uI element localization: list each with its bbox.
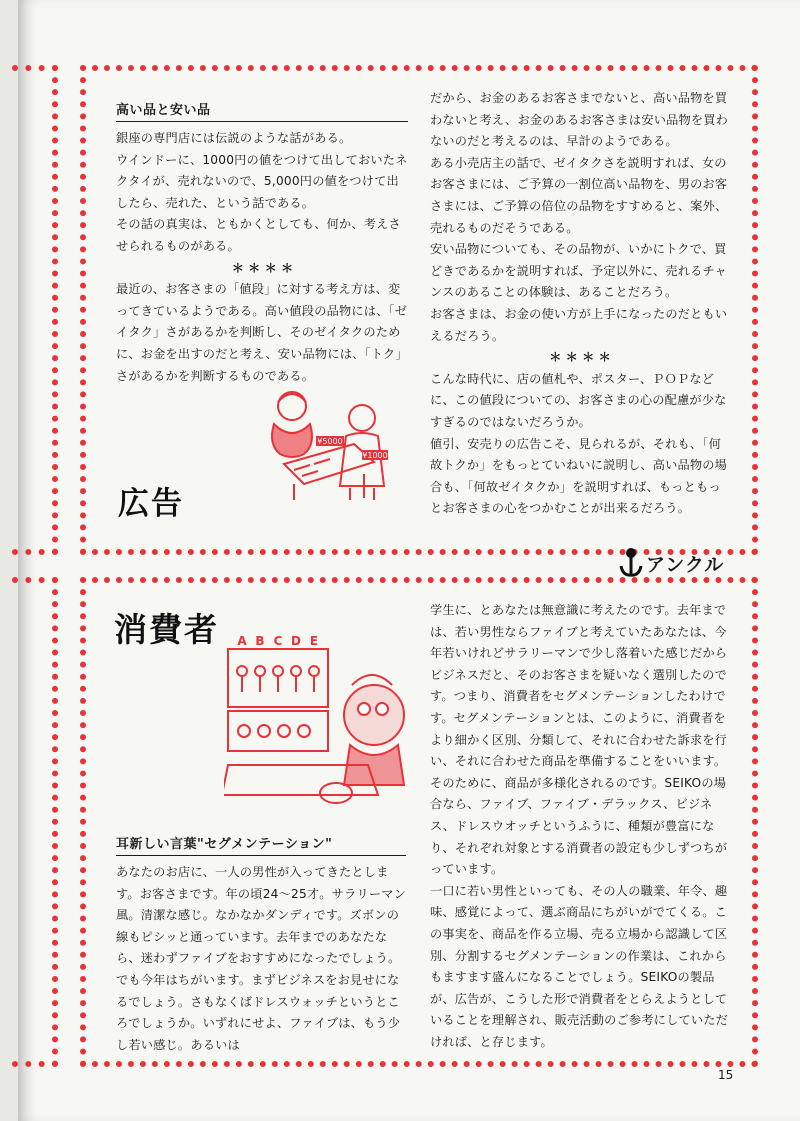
magazine-page <box>18 0 800 1121</box>
paragraph: お客さまは、お金の使い方が上手になったのだともいえるだろう。 <box>430 306 728 343</box>
display-letter: E <box>309 635 319 648</box>
paragraph: 安い品物についても、その品物が、いかにトクで、買どきであるかを説明すれば、予定以外に、売れるチャンスのあることの体験は、あることだろう。 <box>430 242 727 300</box>
price-tag: ¥5000 <box>317 437 343 446</box>
display-letter: C <box>273 635 283 648</box>
consumer-column-1 <box>116 862 406 1056</box>
price-tag: ¥1000 <box>362 451 388 460</box>
page-number: 15 <box>718 1068 734 1082</box>
paragraph: 学生に、とあなたは無意識に考えたのです。去年までは、若い男性ならファイブと考えていたあなたは、今年若いけれどサラリーマンで少し落着いた感じだからビジネスだと、そのお客さまを疑いなく選別したのです。つまり、消費者をセグメンテーションしたわけです。セグメンテーションとは、このように、消費者をより細かく区別、分類して、それに合わせた訴求を行い、それに合わせた商品を準備することをいいます。 <box>430 603 728 769</box>
section-divider-stars: ＊ ＊ ＊ ＊ <box>231 260 294 275</box>
paragraph: 値引、安売りの広告こそ、見られるが、それも、「何故トクか」をもっとていねいに説明し、高い品物の場合も、「何故ゼイタクか」を説明すれば、もっともっとお客さまの心をつかむことが出来るだろう。 <box>430 436 728 516</box>
anchor-icon <box>618 548 644 578</box>
paragraph: 銀座の専門店には伝説のような話がある。 <box>116 131 352 145</box>
consumer-section-heading: 耳新しい言葉"セグメンテーション" <box>116 833 406 856</box>
ad-section-title: 広告 <box>118 486 184 522</box>
heart-border-fragment <box>12 65 58 555</box>
shop-counter-illustration <box>254 384 404 504</box>
watch-display-illustration <box>224 635 414 810</box>
consumer-section-title: 消費者 <box>114 610 219 649</box>
paragraph: だから、お金のあるお客さまでないと、高い品物を買わないと考え、お金のあるお客さまは安い品物を買わないのだと考えるのは、早計のようである。 <box>430 91 729 149</box>
paragraph: ある小売店主の話で、ゼイタクさを説明すれば、女のお客さまには、ご予算の一割位高い品物を、男のお客さまには、ご予算の倍位の品物をすすめると、案外、売れるものだそうである。 <box>430 155 728 235</box>
ad-column-1 <box>116 128 409 387</box>
ad-column-2 <box>430 88 730 520</box>
section-divider-stars: ＊ ＊ ＊ ＊ <box>549 350 611 365</box>
heart-border-fragment <box>12 577 58 1067</box>
paragraph: 一口に若い男性といっても、その人の職業、年令、趣味、感覚によって、選ぶ商品にちがいがでてくる。この事実を、商品を作る立場、売る立場から認識して区別、分割するセグメンテーションの作業は、これからもますます盛んになることでしょう。SEIKOの製品が、広告が、こうした形で消費者をとらえようとしていることを理解され、販売活動のご参考にしていただければ、と存じます。 <box>430 883 729 1049</box>
paragraph: ウインドーに、1000円の値をつけて出しておいたネクタイが、売れないので、5,000円の値をつけて出したら、売れた、という話である。 <box>116 152 408 210</box>
paragraph: その話の真実は、ともかくとしても、何か、考えさせられるものがある。 <box>116 217 401 253</box>
brand-logo <box>618 548 724 578</box>
display-letter: B <box>255 635 265 648</box>
brand-name: アンクル <box>646 553 725 576</box>
consumer-column-2 <box>430 600 730 1053</box>
display-letter: D <box>291 635 301 648</box>
display-letter: A <box>237 635 247 648</box>
paragraph: こんな時代に、店の値札や、ポスター、ＰＯＰなどに、この値段についての、お客さまの心の配慮が少なすぎるのではないだろうか。 <box>430 371 727 429</box>
paragraph: そのために、商品が多様化されるのです。SEIKOの場合なら、ファイブ、ファイブ・デラックス、ビジネス、ドレスウオッチというふうに、種類が豊富になり、それぞれ対象とする消費者の設定も少しずつちがっています。 <box>430 775 728 877</box>
paragraph: あなたのお店に、一人の男性が入ってきたとします。お客さまです。年の頃24～25才。サラリーマン風。清潔な感じ。なかなかダンディです。ズボンの線もピシッと通っています。去年までのあなたなら、迷わずファイブをおすすめになったでしょう。でも今年はちがいます。まずビジネスをお見せになるでしょう。さもなくばドレスウォッチというところでしょうか。いずれにせよ、ファイブは、もう少し若い感じ。あるいは <box>116 865 407 1052</box>
paragraph: 最近の、お客さまの「値段」に対する考え方は、変ってきているようである。高い値段の品物には、「ゼイタク」さがあるかを判断し、そのゼイタクのために、お金を出すのだと考え、安い品物には、「トク」さがあるかを判断するものである。 <box>116 282 408 383</box>
ad-section-heading: 高い品と安い品 <box>116 99 408 122</box>
